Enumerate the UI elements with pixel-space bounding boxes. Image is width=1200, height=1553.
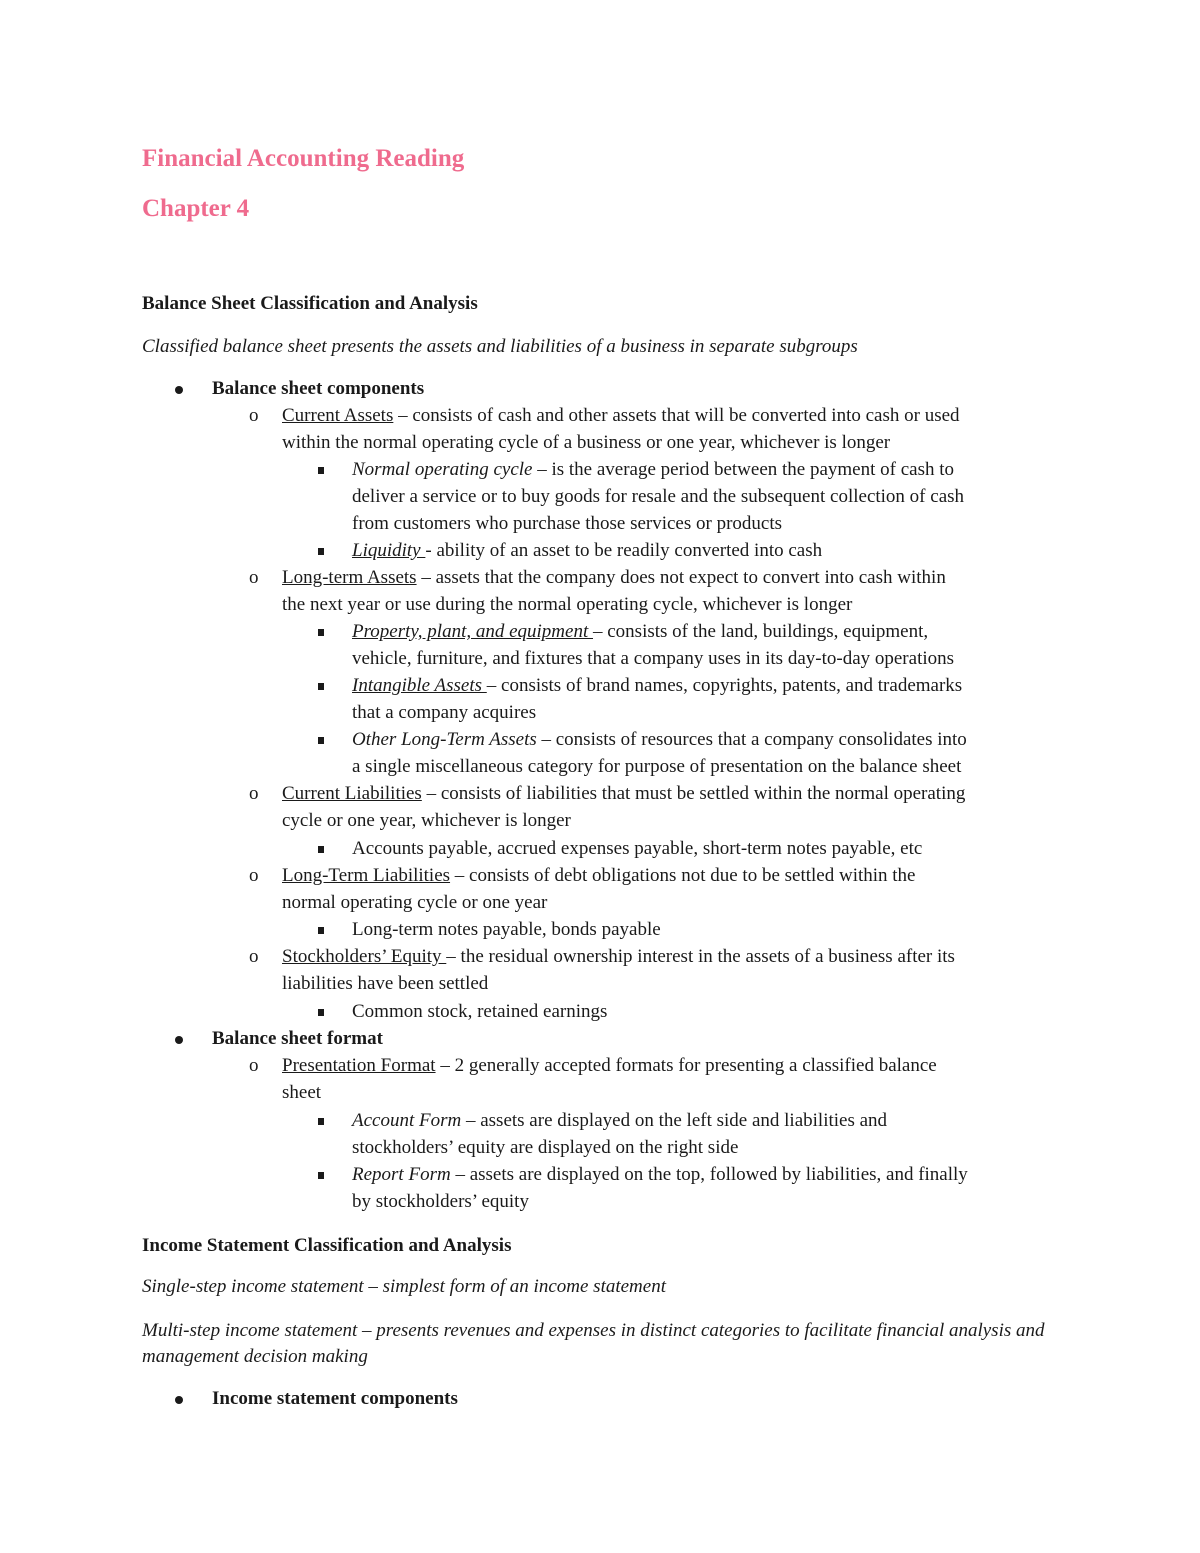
bullet-dot-icon: [175, 386, 183, 394]
sub-item-normal-operating-cycle: [352, 456, 954, 483]
bullet-dot-icon: [175, 1036, 183, 1044]
term-stockholders-equity: Stockholders’ Equity: [282, 946, 447, 967]
group-label-components: Balance sheet components: [212, 378, 425, 399]
sub-item-account-form: [352, 1107, 887, 1134]
term-intangible-assets: Intangible Assets: [352, 675, 487, 696]
term-current-assets: Current Assets: [282, 405, 394, 426]
square-bullet-icon: [318, 1009, 324, 1016]
square-bullet-icon: [318, 467, 324, 474]
section-heading-balance-sheet: Balance Sheet Classification and Analysis: [142, 293, 478, 314]
circle-bullet-icon: o: [249, 1055, 259, 1076]
item-text-continued: the next year or use during the normal operating cycle, whichever is longer: [282, 594, 853, 615]
square-bullet-icon: [318, 1172, 324, 1179]
list-item-presentation-format: [282, 1052, 937, 1079]
sub-item-text-continued: deliver a service or to buy goods for resale and the subsequent collection of cash: [352, 486, 965, 507]
circle-bullet-icon: o: [249, 567, 259, 588]
term-current-liabilities: Current Liabilities: [282, 783, 422, 804]
sub-item-text: – consists of brand names, copyrights, patents, and trademarks: [486, 675, 963, 696]
item-text-continued: sheet: [282, 1082, 322, 1103]
list-item-long-term-assets: [282, 564, 946, 591]
square-bullet-icon: [318, 927, 324, 934]
sub-item-text: – assets are displayed on the top, followed by liabilities, and finally: [450, 1164, 968, 1185]
square-bullet-icon: [318, 629, 324, 636]
item-text: – the residual ownership interest in the assets of a business after its: [446, 946, 955, 967]
item-text-continued: liabilities have been settled: [282, 973, 489, 994]
group-label-format: Balance sheet format: [212, 1028, 383, 1049]
circle-bullet-icon: o: [249, 946, 259, 967]
item-text-continued: cycle or one year, whichever is longer: [282, 810, 571, 831]
term-long-term-liabilities: Long-Term Liabilities: [282, 865, 451, 886]
sub-item-text-continued: by stockholders’ equity: [352, 1191, 529, 1212]
item-text: – 2 generally accepted formats for presenting a classified balance: [435, 1055, 937, 1076]
term-account-form: Account Form: [352, 1110, 462, 1131]
sub-item-intangible-assets: [352, 672, 962, 699]
item-text-continued: within the normal operating cycle of a business or one year, whichever is longer: [282, 432, 891, 453]
sub-item-plain: Common stock, retained earnings: [352, 1001, 608, 1022]
term-liquidity: Liquidity: [352, 540, 426, 561]
circle-bullet-icon: o: [249, 405, 259, 426]
list-item-current-liabilities: [282, 780, 965, 807]
circle-bullet-icon: o: [249, 783, 259, 804]
item-text: – consists of debt obligations not due to be settled within the: [450, 865, 916, 886]
sub-item-text-continued: a single miscellaneous category for purpose of presentation on the balance sheet: [352, 756, 962, 777]
term-other-long-term-assets: Other Long-Term Assets: [352, 729, 537, 750]
sub-item-liquidity: [352, 537, 822, 564]
list-item-current-assets: [282, 402, 960, 429]
bullet-dot-icon: [175, 1396, 183, 1404]
sub-item-text: – is the average period between the payment of cash to: [532, 459, 955, 480]
sub-item-other-long-term-assets: [352, 726, 967, 753]
circle-bullet-icon: o: [249, 865, 259, 886]
sub-item-text: – assets are displayed on the left side and liabilities and: [461, 1110, 888, 1131]
list-item-long-term-liabilities: [282, 862, 916, 889]
chapter-title: Chapter 4: [142, 195, 250, 222]
term-normal-operating-cycle: Normal operating cycle: [352, 459, 533, 480]
sub-item-text: - ability of an asset to be readily converted into cash: [425, 540, 823, 561]
sub-item-text-continued: stockholders’ equity are displayed on the right side: [352, 1137, 739, 1158]
single-step-paragraph: Single-step income statement – simplest form of an income statement: [142, 1276, 666, 1297]
sub-item-ppe: [352, 618, 928, 645]
sub-item-plain: Long-term notes payable, bonds payable: [352, 919, 661, 940]
square-bullet-icon: [318, 737, 324, 744]
group-label-income-components: Income statement components: [212, 1388, 458, 1409]
item-text: – assets that the company does not expect to convert into cash within: [416, 567, 946, 588]
sub-item-text-continued: from customers who purchase those services or products: [352, 513, 783, 534]
term-ppe: Property, plant, and equipment: [352, 621, 593, 642]
item-text: – consists of cash and other assets that will be converted into cash or used: [393, 405, 960, 426]
term-long-term-assets: Long-term Assets: [282, 567, 417, 588]
item-text: – consists of liabilities that must be settled within the normal operating: [421, 783, 966, 804]
square-bullet-icon: [318, 1118, 324, 1125]
square-bullet-icon: [318, 846, 324, 853]
term-presentation-format: Presentation Format: [282, 1055, 436, 1076]
sub-item-text-continued: vehicle, furniture, and fixtures that a company uses in its day-to-day operations: [352, 648, 955, 669]
intro-paragraph: Classified balance sheet presents the assets and liabilities of a business in separate subgroups: [142, 336, 858, 357]
term-report-form: Report Form: [352, 1164, 451, 1185]
item-text-continued: normal operating cycle or one year: [282, 892, 548, 913]
sub-item-text-continued: that a company acquires: [352, 702, 537, 723]
sub-item-report-form: [352, 1161, 968, 1188]
sub-item-text: – consists of resources that a company consolidates into: [536, 729, 967, 750]
document-title: Financial Accounting Reading: [142, 145, 465, 172]
section-heading-income-statement: Income Statement Classification and Analysis: [142, 1235, 512, 1256]
sub-item-plain: Accounts payable, accrued expenses payable, short-term notes payable, etc: [352, 838, 923, 859]
multi-step-paragraph: Multi-step income statement – presents revenues and expenses in distinct categories to facilitate financial analysis and management decision making: [142, 1320, 1045, 1367]
square-bullet-icon: [318, 548, 324, 555]
sub-item-text: – consists of the land, buildings, equipment,: [593, 621, 929, 642]
list-item-stockholders-equity: [282, 943, 955, 970]
square-bullet-icon: [318, 683, 324, 690]
